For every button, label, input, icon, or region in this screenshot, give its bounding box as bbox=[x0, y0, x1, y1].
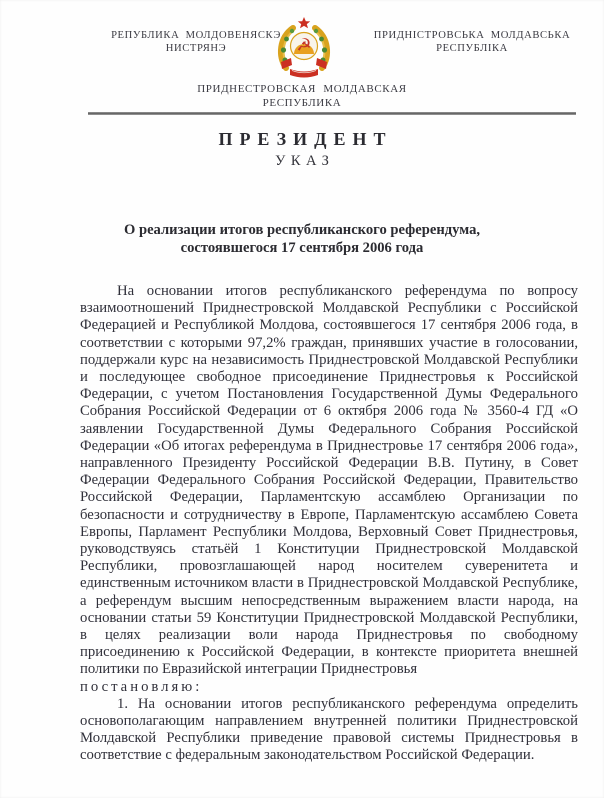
decree-preamble-paragraph: На основании итогов республиканского референдума по вопросу взаимоотношений Приднестровской Молдавской Республики с Российской Федерацией и Республикой Молдова, состоявшегося 17 сентября 2006 года, в соответствии с которыми 97,2% граждан, принявших участие в голосовании, поддержали курс на независимость Приднестровской Молдавской Республики и последующее свободное присоединение Приднестровья к Российской Федерации, с учетом Постановления Государственной Думы Федерального Собрания Российской Федерации от 6 октября 2006 года № 3560-4 ГД «О заявлении Государственной Думы Федерального Собрания Российской Федерации «Об итогах референдума в Приднестровье 17 сентября 2006 года», направленного Президенту Российской Федерации В.В. Путину, в Совет Федерации Федерального Собрания Российской Федерации, Правительство Российской Федерации, Парламентскую ассамблею Организации по безопасности и сотрудничеству в Европе, Парламентскую ассамблею Совета Европы, Парламент Республики Молдова, Верховный Совет Приднестровья, руководствуясь статьёй 1 Конституции Приднестровской Молдавской Республики, провозглашающей народ носителем суверенитета и единственным источником власти в Приднестровской Молдавской Республике, а референдум высшим непосредственным выражением власти народа, на основании статьи 59 Конституции Приднестровской Молдавской Республики, в целях реализации воли народа Приднестровья по свободному присоединению к Российской Федерации, в контексте приоритета внешней политики по Евразийской интеграции Приднестровья bbox=[80, 283, 578, 678]
decree-subject bbox=[0, 221, 604, 257]
state-name-ukrainian-line1: ПРИДНІСТРОВСЬКА МОЛДАВСЬКА bbox=[373, 30, 571, 41]
header-divider-rule bbox=[88, 112, 576, 115]
transnistria-coat-of-arms-icon bbox=[271, 16, 337, 80]
decree-body bbox=[80, 283, 578, 765]
document-type-title: УКАЗ bbox=[275, 153, 335, 169]
office-title: ПРЕЗИДЕНТ bbox=[218, 129, 393, 149]
state-name-ukrainian-line2: РЕСПУБЛІКА bbox=[436, 43, 508, 54]
svg-text:☭: ☭ bbox=[296, 35, 312, 56]
state-name-moldovan-line1: РЕПУБЛИКА МОЛДОВЕНЯСКЭ bbox=[111, 30, 281, 41]
state-name-russian bbox=[0, 83, 604, 110]
resolution-word: постановляю: bbox=[80, 678, 203, 695]
decree-subject-line2: состоявшегося 17 сентября 2006 года bbox=[180, 240, 424, 256]
state-name-russian-line1: ПРИДНЕСТРОВСКАЯ МОЛДАВСКАЯ bbox=[197, 83, 407, 95]
state-name-moldovan bbox=[96, 29, 296, 55]
state-name-moldovan-line2: НИСТРЯНЭ bbox=[165, 43, 227, 54]
state-name-ukrainian bbox=[372, 29, 572, 55]
decree-item-1-paragraph: 1. На основании итогов республиканского референдума определить основополагающим направлением внутренней политики Приднестровской Молдавской Республики приведение правовой системы Приднестровья в соответствие с федеральным законодательством Российской Федерации. bbox=[80, 695, 578, 764]
decree-subject-line1: О реализации итогов республиканского референдума, bbox=[123, 222, 481, 238]
state-name-russian-line2: РЕСПУБЛИКА bbox=[262, 96, 342, 109]
